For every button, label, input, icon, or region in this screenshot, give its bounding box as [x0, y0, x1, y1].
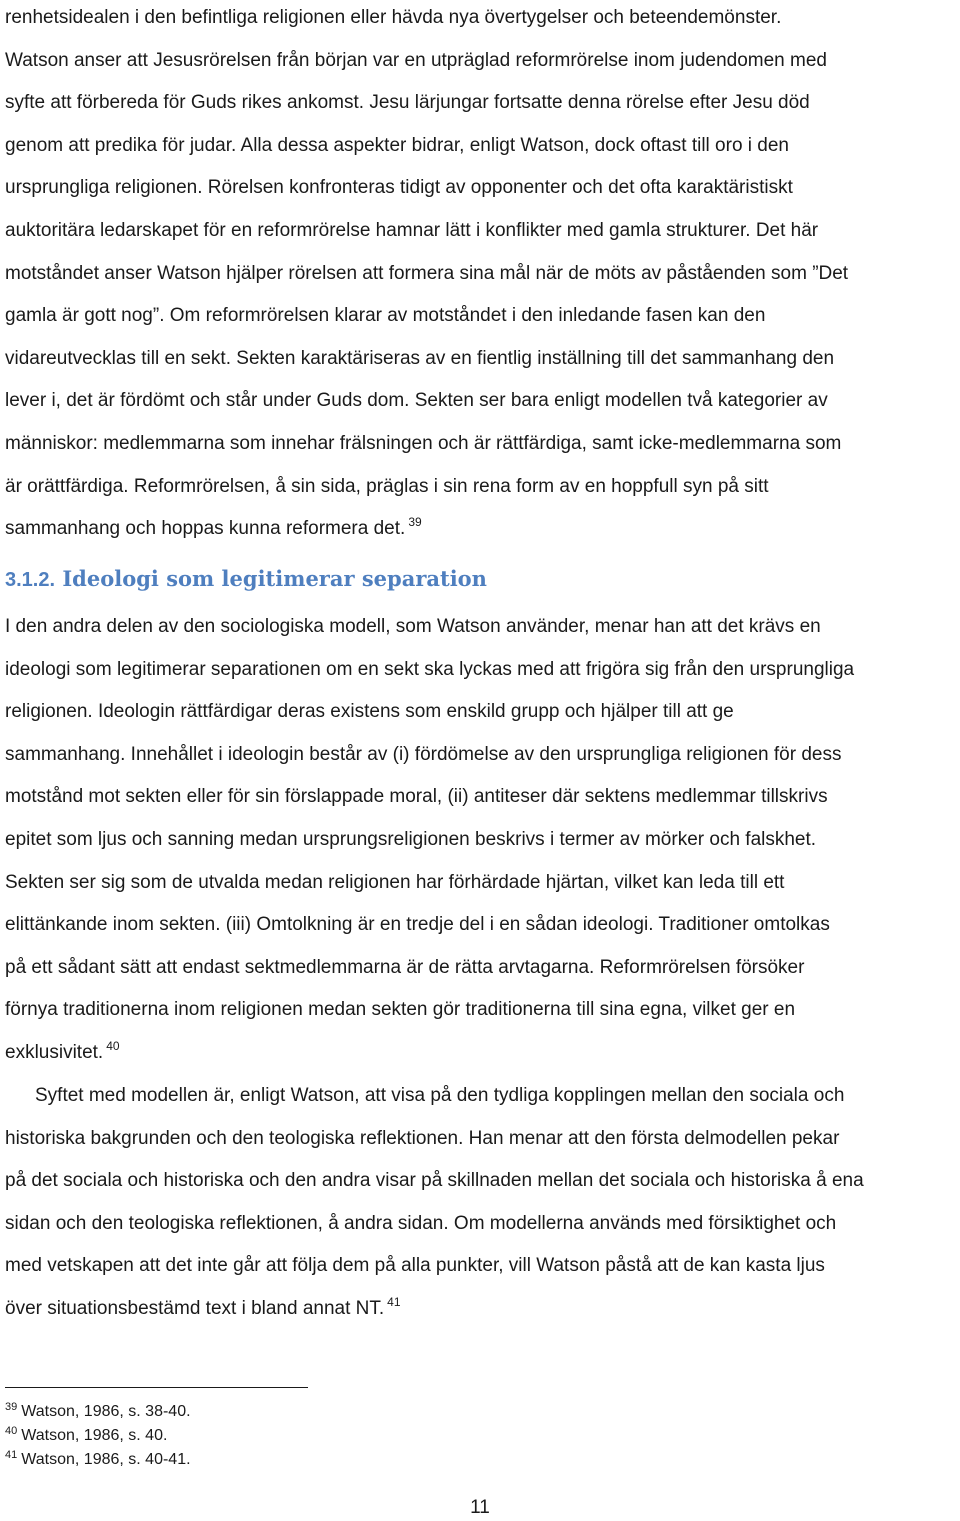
footnote-text: Watson, 1986, s. 38-40.: [21, 1403, 191, 1420]
paragraph-line: sidan och den teologiska reflektionen, å andra sidan. Om modellerna används med försiktighet och: [5, 1212, 837, 1234]
paragraph-line: ursprungliga religionen. Rörelsen konfronteras tidigt av opponenter och det ofta karaktäristiskt: [5, 177, 793, 199]
paragraph-text: över situationsbestämd text i bland annat NT.: [5, 1297, 385, 1319]
footnote-text: Watson, 1986, s. 40-41.: [21, 1451, 191, 1468]
paragraph-line: motstånd mot sekten eller för sin förslappade moral, (ii) antiteser där sektens medlemmar tillskrivs: [5, 786, 828, 808]
paragraph-line: människor: medlemmarna som innehar frälsningen och är rättfärdiga, samt icke-medlemmarna som: [5, 432, 842, 454]
footnote-number: 41: [5, 1449, 18, 1461]
paragraph-line: med vetskapen att det inte går att följa dem på alla punkter, vill Watson påstå att de kan kasta ljus: [5, 1255, 825, 1277]
footnote-reference[interactable]: 40: [106, 1038, 120, 1053]
paragraph-text: sammanhang och hoppas kunna reformera det.: [5, 518, 406, 540]
section-title: Ideologi som legitimerar separation: [62, 566, 487, 591]
footnote-number: 39: [5, 1401, 18, 1413]
paragraph-line: elittänkande inom sekten. (iii) Omtolkning är en tredje del i en sådan ideologi. Traditioner omtolkas: [5, 914, 830, 936]
footnote: [5, 1424, 191, 1448]
paragraph-line: lever i, det är fördömt och står under Guds dom. Sekten ser bara enligt modellen två kategorier av: [5, 390, 828, 412]
paragraph-line: ideologi som legitimerar separationen om en sekt ska lyckas med att frigöra sig från den ursprungliga: [5, 658, 855, 680]
section-heading: [5, 566, 487, 592]
paragraph-text: exklusivitet.: [5, 1041, 104, 1063]
paragraph-line: på det sociala och historiska och den andra visar på skillnaden mellan det sociala och historiska å ena: [5, 1170, 864, 1192]
footnote-reference[interactable]: 41: [387, 1294, 401, 1309]
paragraph-line: epitet som ljus och sanning medan ursprungsreligionen beskrivs i termer av mörker och falskhet.: [5, 828, 817, 850]
paragraph-line: Sekten ser sig som de utvalda medan religionen har förhärdade hjärtan, vilket kan leda till ett: [5, 871, 785, 893]
paragraph-line: på ett sådant sätt att endast sektmedlemmarna är de rätta arvtagarna. Reformrörelsen försöker: [5, 956, 805, 978]
section-number: 3.1.2.: [5, 569, 56, 591]
paragraph-line: Watson anser att Jesusrörelsen från början var en utpräglad reformrörelse inom judendomen med: [5, 49, 827, 71]
paragraph-line: renhetsidealen i den befintliga religionen eller hävda nya övertygelser och beteendemönster.: [5, 7, 782, 28]
paragraph-last-line: [5, 508, 848, 551]
footnote: [5, 1448, 191, 1472]
footnote-separator: [5, 1387, 308, 1388]
paragraph-3: [5, 1075, 864, 1331]
paragraph-line: Syftet med modellen är, enligt Watson, att visa på den tydliga kopplingen mellan den sociala och: [35, 1085, 845, 1106]
paragraph-line: historiska bakgrunden och den teologiska reflektionen. Han menar att den första delmodellen pekar: [5, 1127, 840, 1149]
paragraph-1: [5, 0, 848, 551]
paragraph-last-line: [5, 1032, 854, 1075]
paragraph-last-line: [5, 1288, 864, 1331]
footnote-reference[interactable]: 39: [408, 515, 422, 530]
paragraph-line: sammanhang. Innehållet i ideologin består av (i) fördömelse av den ursprungliga religionen för dess: [5, 743, 842, 765]
paragraph-line: förnya traditionerna inom religionen medan sekten gör traditionerna till sina egna, vilket ger en: [5, 999, 796, 1021]
paragraph-line: är orättfärdiga. Reformrörelsen, å sin sida, präglas i sin rena form av en hoppfull syn på sitt: [5, 475, 769, 497]
footnote-number: 40: [5, 1425, 18, 1437]
paragraph-line: auktoritära ledarskapet för en reformrörelse hamnar lätt i konflikter med gamla strukturer. Det här: [5, 219, 819, 241]
paragraph-line: religionen. Ideologin rättfärdigar deras existens som enskild grupp och hjälper till att ge: [5, 701, 734, 723]
paragraph-2: [5, 606, 854, 1075]
paragraph-line: motståndet anser Watson hjälper rörelsen att formera sina mål när de möts av påståenden som ”Det: [5, 262, 849, 284]
paragraph-line: gamla är gott nog”. Om reformrörelsen klarar av motståndet i den inledande fasen kan den: [5, 305, 766, 327]
footnote: [5, 1400, 191, 1424]
paragraph-line: syfte att förbereda för Guds rikes ankomst. Jesu lärjungar fortsatte denna rörelse efter Jesu död: [5, 92, 810, 114]
footnotes: [5, 1400, 191, 1472]
paragraph-line: vidareutvecklas till en sekt. Sekten karaktäriseras av en fientlig inställning till det sammanhang den: [5, 347, 835, 369]
page-number: 11: [470, 1497, 490, 1518]
paragraph-line: I den andra delen av den sociologiska modell, som Watson använder, menar han att det krävs en: [5, 616, 821, 637]
footnote-text: Watson, 1986, s. 40.: [21, 1427, 168, 1444]
paragraph-line: genom att predika för judar. Alla dessa aspekter bidrar, enligt Watson, dock oftast till oro i den: [5, 134, 790, 156]
